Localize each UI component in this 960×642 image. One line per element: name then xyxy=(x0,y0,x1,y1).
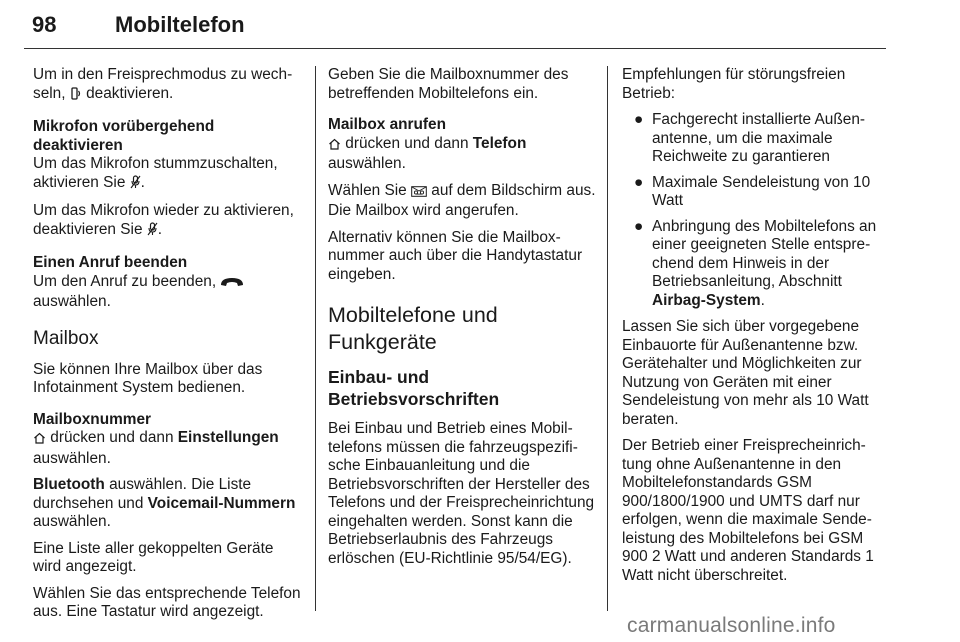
handset-mute-icon xyxy=(70,87,82,106)
paragraph: Bei Einbau und Betrieb eines Mobiltelefons müssen die fahrzeugspezifische Einbauanleitung und die Betriebsvorschriften der Hersteller des Telefons und der Freisprecheinrichtung eingehalten werden. Sonst kann die Betriebserlaubnis des Fahrzeugs erlöschen (EU-Richtlinie 95/54/EG). xyxy=(328,420,595,567)
page-number: 98 xyxy=(32,12,57,37)
paragraph: Sie können Ihre Mailbox über das Infotainment System bedienen. xyxy=(33,360,263,396)
column-2 xyxy=(328,66,596,576)
section xyxy=(33,254,305,312)
paragraph: Eine Liste aller gekoppelten Geräte wird angezeigt. xyxy=(33,539,274,575)
list-item: ● Maximale Sendeleistung von 10 Watt xyxy=(634,173,871,209)
column-divider xyxy=(607,66,608,611)
list-item: ● Anbringung des Mobiltelefons an einer geeigneten Stelle entsprechend dem Hinweis in der Betriebsanleitung, Abschnitt Airbag-System. xyxy=(634,217,877,309)
paragraph: drücken und dann Einstellungen auswählen. xyxy=(33,429,279,467)
section xyxy=(33,411,305,622)
microphone-off-icon xyxy=(130,175,141,195)
paragraph: Um das Mikrofon stummzuschalten, aktivieren Sie . xyxy=(33,155,305,194)
section-heading: Mikrofon vorübergehend deaktivieren xyxy=(33,118,215,154)
paragraph: Bluetooth auswählen. Die Liste durchsehen und Voicemail-Nummern auswählen. xyxy=(33,476,296,530)
paragraph: Um in den Freisprechmodus zu wechseln, deaktivieren. xyxy=(33,66,305,105)
section-heading: Mailboxnummer xyxy=(33,410,152,428)
section xyxy=(328,116,596,284)
column-3 xyxy=(622,66,888,593)
section-heading: Einen Anruf beenden xyxy=(33,254,188,271)
page-header xyxy=(24,6,886,49)
paragraph: Wählen Sie das entsprechende Telefon aus. Eine Tastatur wird angezeigt. xyxy=(33,584,301,620)
bullet-list xyxy=(622,111,888,310)
section-heading-mailbox: Mailbox xyxy=(33,327,99,349)
paragraph: Der Betrieb einer Freisprecheinrichtung ohne Außenantenne in den Mobiltelefonstandards GSM 900/1800/1900 und UMTS darf nur erfolgen, wenn die maximale Sendeleistung des Mobiltelefons bei GSM 900 2 Watt und anderen Standards 1 Watt nicht überschreitet. xyxy=(622,437,874,584)
home-icon xyxy=(328,137,341,156)
column-divider xyxy=(315,66,316,611)
watermark-text: carmanualsonline.info xyxy=(627,614,836,637)
paragraph: Lassen Sie sich über vorgegebene Einbauorte für Außenantenne bzw. Gerätehalter und Möglichkeiten zur Nutzung von Geräten mit einer Sendeleistung von mehr als 10 Watt beraten. xyxy=(622,318,869,428)
list-item: ● Fachgerecht installierte Außenantenne, um die maximale Reichweite zu garantieren xyxy=(634,111,866,165)
paragraph: Empfehlungen für störungsfreien Betrieb: xyxy=(622,66,846,102)
home-icon xyxy=(33,431,46,450)
section-heading: Mailbox anrufen xyxy=(328,116,447,133)
microphone-off-icon xyxy=(147,222,158,242)
chapter-heading: Mobiltelefone und Funkgeräte xyxy=(328,303,498,354)
paragraph: Um den Anruf zu beenden, auswählen. xyxy=(33,273,305,312)
hang-up-icon xyxy=(220,275,244,294)
bullet-icon: ● xyxy=(634,217,644,235)
bullet-icon: ● xyxy=(634,111,644,128)
paragraph: drücken und dann Telefon auswählen. xyxy=(328,134,527,172)
paragraph: Geben Sie die Mailboxnummer des betreffenden Mobiltelefons ein. xyxy=(328,66,569,102)
section-heading: Einbau- und Betriebsvorschriften xyxy=(328,367,500,409)
paragraph: Wählen Sie auf dem Bildschirm aus. Die Mailbox wird angerufen. xyxy=(328,181,596,219)
section xyxy=(33,118,305,241)
paragraph: Alternativ können Sie die Mailboxnummer auch über die Handytastatur eingeben. xyxy=(328,228,583,283)
page-title: Mobiltelefon xyxy=(115,12,245,37)
bullet-icon: ● xyxy=(634,173,644,191)
column-1 xyxy=(33,66,305,630)
paragraph: Um das Mikrofon wieder zu aktivieren, deaktivieren Sie . xyxy=(33,202,305,241)
voicemail-icon xyxy=(411,184,427,203)
